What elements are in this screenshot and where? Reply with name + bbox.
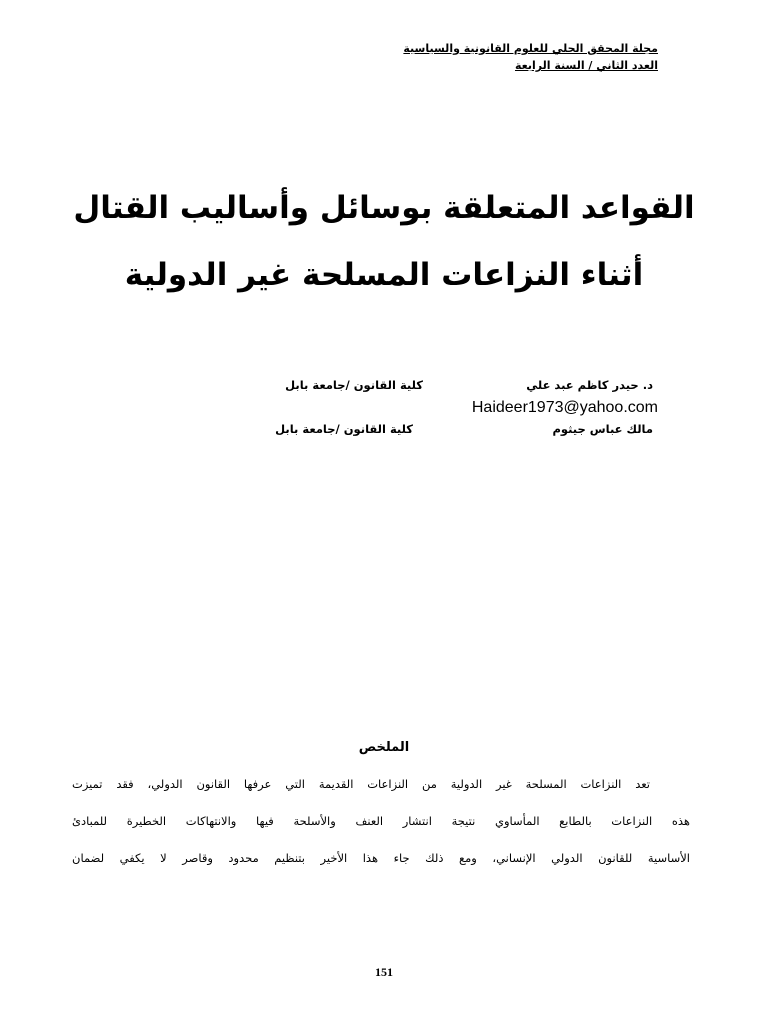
author-2-name: مالك عباس جيثوم (552, 422, 653, 436)
journal-header (403, 40, 658, 74)
author-2-affiliation: كلية القانون /جامعة بابل (275, 422, 413, 436)
author-1-name: د. حيدر كاظم عبد علي (526, 378, 653, 392)
journal-issue: العدد الثاني / السنة الرابعة (514, 59, 658, 72)
abstract-body (72, 772, 690, 883)
abstract-line: تعد النزاعات المسلحة غير الدولية من النزاعات القديمة التي عرفها القانون الدولي، فقد تميزت (72, 777, 650, 791)
author-1-email: Haideer1973@yahoo.com (471, 399, 658, 416)
abstract-line: الأساسية للقانون الدولي الإنساني، ومع ذلك جاء هذا الأخير بتنظيم محدود وقاصر لا يكفي لضمان (72, 851, 690, 865)
journal-name: مجلة المحقق الحلي للعلوم القانونية والسياسية (403, 42, 658, 55)
author-1-affiliation: كلية القانون /جامعة بابل (285, 378, 423, 392)
abstract-line: هذه النزاعات بالطابع المأساوي نتيجة انتشار العنف والأسلحة فيها والانتهاكات الخطيرة للمبادئ (72, 814, 690, 828)
abstract-heading: الملخص (358, 740, 410, 755)
page-number: 151 (375, 965, 393, 979)
paper-title-line-1: القواعد المتعلقة بوسائل وأساليب القتال (73, 190, 695, 226)
paper-title-line-2: أثناء النزاعات المسلحة غير الدولية (124, 257, 644, 293)
